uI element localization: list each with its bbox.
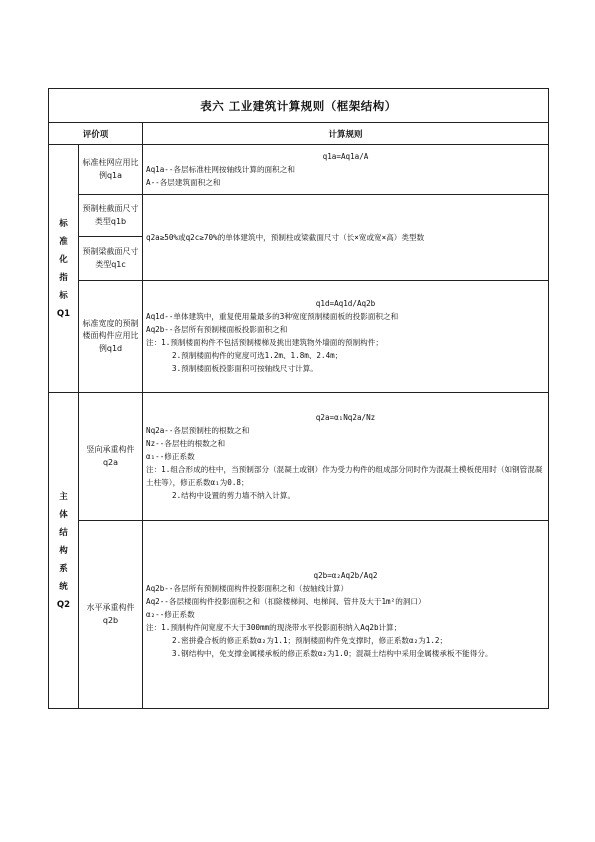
item-q1d: 标准宽度的预制楼面构件应用比例q1d xyxy=(79,281,143,393)
rule-q2b: q2b=α₂Aq2b/Aq2 Aq2b--各层所有预制楼面构件投影面积之和（按轴线计算） Aq2--各层楼面构件投影面积之和（扣除楼梯间、电梯间、管井及大于1m²的洞口） α₂--修正系数 注：1.预制构件间宽度不大于300mm的现浇带水平投影面积纳入Aq2b计算； 2.密拼叠合板的修正系数α₂为1.1；预制楼面构件免支撑时，修正系数α₂为1.2； 3.钢结构中，免支撑金属楼承板的修正系数α₂为1.0；混凝土结构中采用金属楼承板不能得分。 xyxy=(143,521,549,709)
group-q2-label: 主 体 结 构 系 统 Q2 xyxy=(49,393,79,709)
item-q1c: 预制梁截面尺寸类型q1c xyxy=(79,237,143,281)
item-q2b: 水平承重构件q2b xyxy=(79,521,143,709)
item-q2a: 竖向承重构件q2a xyxy=(79,393,143,521)
rule-q1d: q1d=Aq1d/Aq2b Aq1d--单体建筑中，重复使用量最多的3种宽度预制楼面板的投影面积之和 Aq2b--各层所有预制楼面板投影面积之和 注：1.预制楼面构件不包括预制楼梯及挑出建筑物外墙面的预制构件； 2.预制楼面构件的宽度可选1.2m、1.8m、2.4m； 3.预制楼面板投影面积可按轴线尺寸计算。 xyxy=(143,281,549,393)
rule-q1bc: q2a≥50%或q2c≥70%的单体建筑中，预制柱或梁截面尺寸（长×宽或宽×高）类型数 xyxy=(143,195,549,281)
table-title: 表六 工业建筑计算规则（框架结构） xyxy=(49,89,549,123)
group-q1-label: 标 准 化 指 标 Q1 xyxy=(49,145,79,393)
item-q1b: 预制柱截面尺寸类型q1b xyxy=(79,195,143,237)
rules-table xyxy=(48,88,549,709)
header-item: 评价项 xyxy=(49,123,143,145)
header-rule: 计算规则 xyxy=(143,123,549,145)
rule-q1a: q1a=Aq1a/A Aq1a--各层标准柱网按轴线计算的面积之和 A--各层建筑面积之和 xyxy=(143,145,549,195)
rule-q2a: q2a=α₁Nq2a/Nz Nq2a--各层预制柱的根数之和 Nz--各层柱的根数之和 α₁--修正系数 注：1.组合形成的柱中，当预制部分（混凝土或钢）作为受力构件的组成部分同时作为混凝土模板使用时（如钢管混凝土柱等），修正系数α₁为0.8； 2.结构中设置的剪力墙不纳入计算。 xyxy=(143,393,549,521)
item-q1a: 标准柱网应用比例q1a xyxy=(79,145,143,195)
